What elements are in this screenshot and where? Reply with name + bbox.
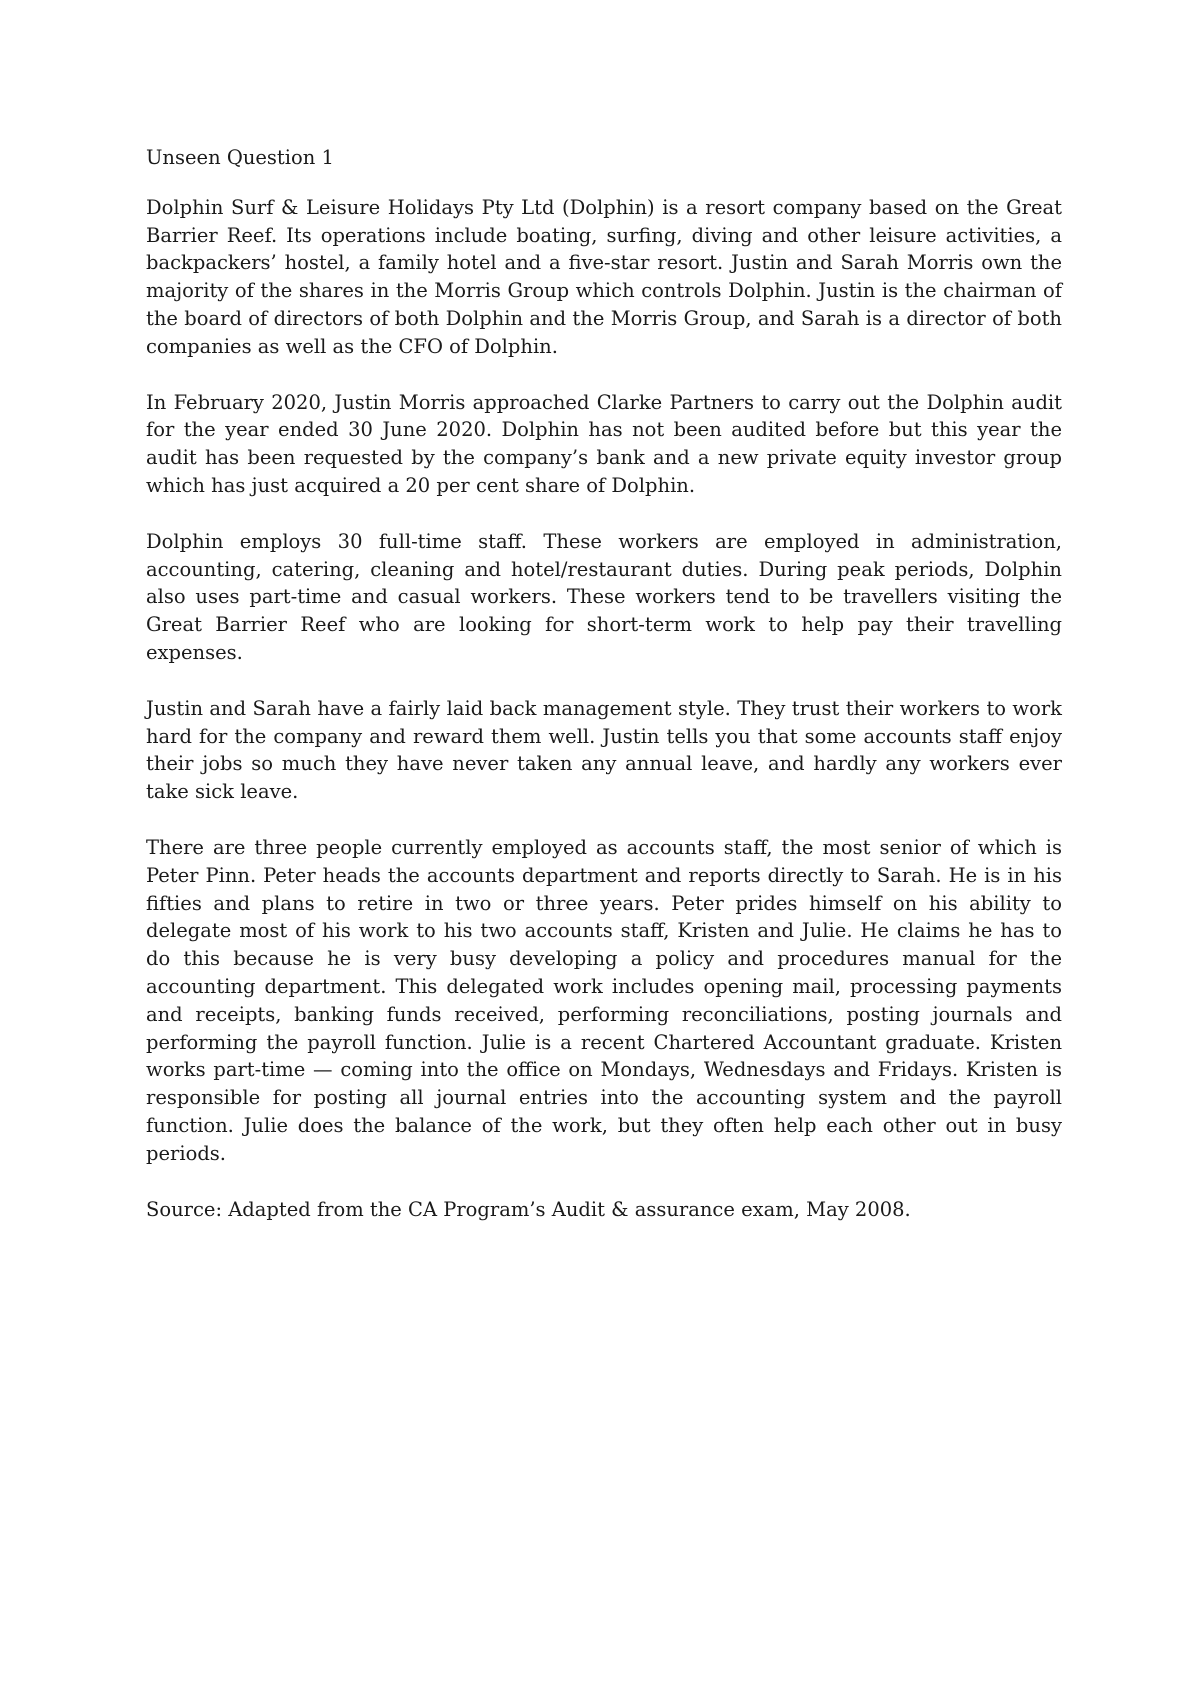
- paragraph-audit-engagement: In February 2020, Justin Morris approached Clarke Partners to carry out the Dolphin audit for the year ended 30 June 2020. Dolphin has not been audited before but this year the audit has been requested by the company’s bank and a new private equity investor group which has just acquired a 20 per cent share of Dolphin.: [146, 390, 1062, 497]
- document-body: [146, 144, 1062, 1223]
- question-title: Unseen Question 1: [146, 146, 334, 169]
- paragraph-company-overview: Dolphin Surf & Leisure Holidays Pty Ltd (Dolphin) is a resort company based on the Great Barrier Reef. Its operations include boating, surfing, diving and other leisure activities, a backpackers’ hostel, a family hotel and a five-star resort. Justin and Sarah Morris own the majority of the shares in the Morris Group which controls Dolphin. Justin is the chairman of the board of directors of both Dolphin and the Morris Group, and Sarah is a director of both companies as well as the CFO of Dolphin.: [146, 195, 1062, 358]
- paragraph-accounts-staff: There are three people currently employed as accounts staff, the most senior of which is Peter Pinn. Peter heads the accounts department and reports directly to Sarah. He is in his fifties and plans to retire in two or three years. Peter prides himself on his ability to delegate most of his work to his two accounts staff, Kristen and Julie. He claims he has to do this because he is very busy developing a policy and procedures manual for the accounting department. This delegated work includes opening mail, processing payments and receipts, banking funds received, performing reconciliations, posting journals and performing the payroll function. Julie is a recent Chartered Accountant graduate. Kristen works part-time — coming into the office on Mondays, Wednesdays and Fridays. Kristen is responsible for posting all journal entries into the accounting system and the payroll function. Julie does the balance of the work, but they often help each other out in busy periods.: [146, 835, 1062, 1165]
- paragraph-management-style: Justin and Sarah have a fairly laid back management style. They trust their workers to work hard for the company and reward them well. Justin tells you that some accounts staff enjoy their jobs so much they have never taken any annual leave, and hardly any workers ever take sick leave.: [146, 696, 1062, 804]
- paragraph-staffing: Dolphin employs 30 full-time staff. These workers are employed in administration, accounting, catering, cleaning and hotel/restaurant duties. During peak periods, Dolphin also uses part-time and casual workers. These workers tend to be travellers visiting the Great Barrier Reef who are looking for short-term work to help pay their travelling expenses.: [146, 529, 1062, 664]
- source-citation: Source: Adapted from the CA Program’s Audit & assurance exam, May 2008.: [146, 1197, 911, 1221]
